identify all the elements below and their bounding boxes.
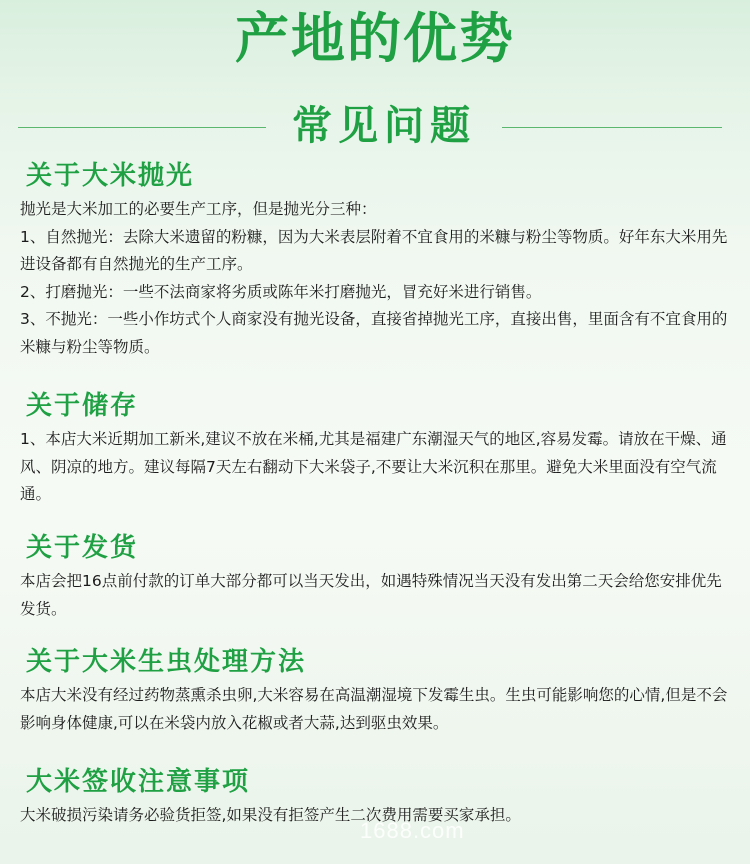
section-paragraph: 1、自然抛光：去除大米遗留的粉糠，因为大米表层附着不宜食用的米糠与粉尘等物质。好年东大米用先进设备都有自然抛光的生产工序。 <box>20 227 728 273</box>
section-paragraph: 1、本店大米近期加工新米,建议不放在米桶,尤其是福建广东潮湿天气的地区,容易发霉。请放在干燥、通风、阴凉的地方。建议每隔7天左右翻动下大米袋子,不要让大米沉积在那里。避免大米里面没有空气流通。 <box>20 430 727 503</box>
section-paragraph: 2、打磨抛光：一些不法商家将劣质或陈年米打磨抛光，冒充好米进行销售。 <box>20 282 542 301</box>
section-subtitle: 常见问题 <box>292 103 476 149</box>
subtitle-row <box>0 98 750 154</box>
section-paragraph: 本店大米没有经过药物蒸熏杀虫卵,大米容易在高温潮湿境下发霉生虫。生虫可能影响您的心情,但是不会影响身体健康,可以在米袋内放入花椒或者大蒜,达到驱虫效果。 <box>20 686 728 732</box>
section-heading: 关于储存 <box>26 391 139 421</box>
section-polishing <box>20 158 734 361</box>
divider-left <box>18 127 266 128</box>
section-heading: 关于大米生虫处理方法 <box>26 647 307 677</box>
section-storage <box>20 388 734 509</box>
section-shipping <box>20 530 734 623</box>
page-title: 产地的优势 <box>235 7 515 70</box>
section-heading: 关于大米抛光 <box>26 161 195 191</box>
section-heading: 关于发货 <box>26 533 139 563</box>
divider-right <box>502 127 722 128</box>
section-paragraph: 大米破损污染请务必验货拒签,如果没有拒签产生二次费用需要买家承担。 <box>20 806 521 824</box>
section-paragraph: 本店会把16点前付款的订单大部分都可以当天发出，如遇特殊情况当天没有发出第二天会给您安排优先发货。 <box>20 572 722 618</box>
section-paragraph: 3、不抛光：一些小作坊式个人商家没有抛光设备，直接省掉抛光工序，直接出售，里面含有不宜食用的米糠与粉尘等物质。 <box>20 310 728 356</box>
section-heading: 大米签收注意事项 <box>26 767 251 797</box>
section-insects <box>20 644 734 737</box>
watermark: 1688.com <box>360 818 465 843</box>
section-paragraph: 抛光是大米加工的必要生产工序，但是抛光分三种： <box>20 200 377 218</box>
